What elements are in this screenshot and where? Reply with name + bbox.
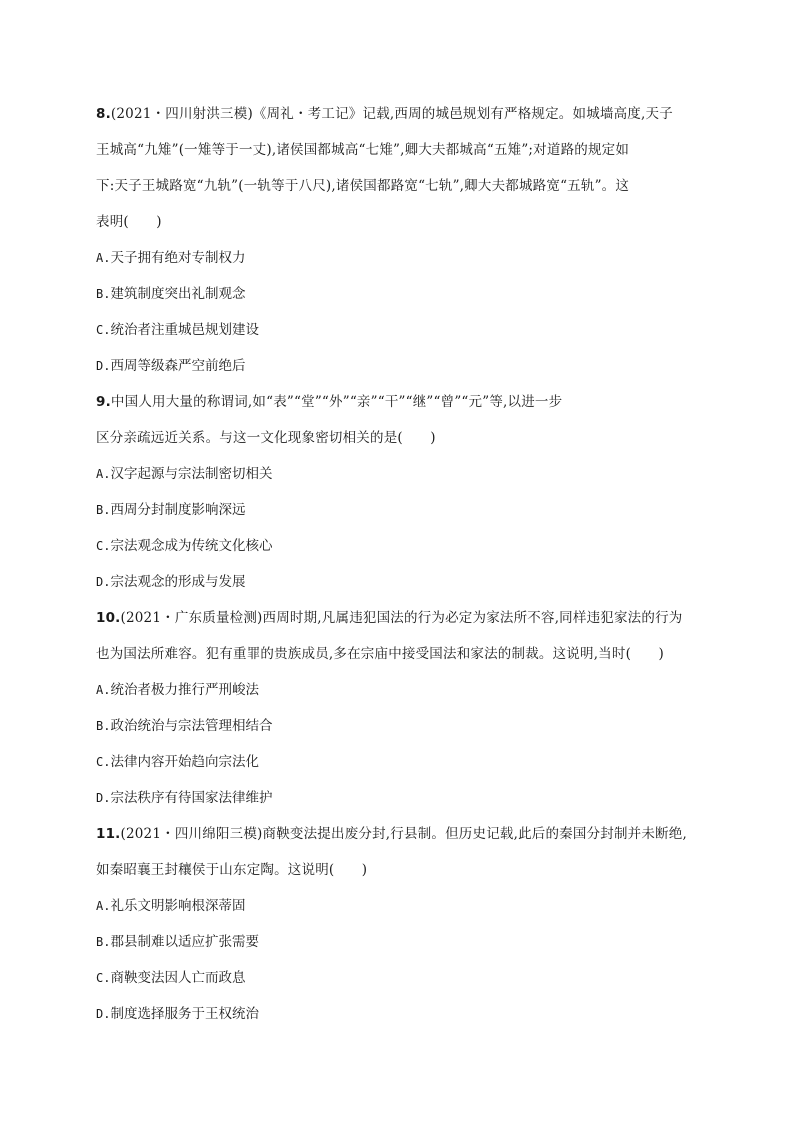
option-d[interactable]: D.宗法观念的形成与发展	[96, 574, 246, 590]
question-stem-line: 11.(2021・四川绵阳三模)商鞅变法提出废分封,行县制。但历史记载,此后的秦国分封制并未断绝,	[96, 826, 687, 842]
option-c[interactable]: C.宗法观念成为传统文化核心	[96, 538, 273, 554]
question-number: 8.	[96, 106, 111, 122]
option-d[interactable]: D.宗法秩序有待国家法律维护	[96, 790, 273, 806]
option-d[interactable]: D.制度选择服务于王权统治	[96, 1006, 259, 1022]
option-a[interactable]: A.汉字起源与宗法制密切相关	[96, 466, 273, 482]
question-number: 10.	[96, 610, 121, 626]
option-c[interactable]: C.法律内容开始趋向宗法化	[96, 754, 259, 770]
question-stem-line: 下:天子王城路宽“九轨”(一轨等于八尺),诸侯国都路宽“七轨”,卿大夫都城路宽“五轨”。这	[96, 178, 630, 194]
question-stem-line: 区分亲疏远近关系。与这一文化现象密切相关的是( )	[96, 430, 436, 446]
question-number: 11.	[96, 826, 121, 842]
question-stem-line: 也为国法所难容。犯有重罪的贵族成员,多在宗庙中接受国法和家法的制裁。这说明,当时( )	[96, 646, 664, 662]
option-a[interactable]: A.统治者极力推行严刑峻法	[96, 682, 259, 698]
option-a[interactable]: A.礼乐文明影响根深蒂固	[96, 898, 246, 914]
option-c[interactable]: C.商鞅变法因人亡而政息	[96, 970, 246, 986]
option-b[interactable]: B.建筑制度突出礼制观念	[96, 286, 246, 302]
option-b[interactable]: B.郡县制难以适应扩张需要	[96, 934, 259, 950]
option-c[interactable]: C.统治者注重城邑规划建设	[96, 322, 259, 338]
option-a[interactable]: A.天子拥有绝对专制权力	[96, 250, 246, 266]
question-stem-line: 9.中国人用大量的称谓词,如“表”“堂”“外”“亲”“干”“继”“曾”“元”等,以进一步	[96, 394, 563, 410]
question-number: 9.	[96, 394, 111, 410]
option-d[interactable]: D.西周等级森严空前绝后	[96, 358, 246, 374]
question-stem-line: 表明( )	[96, 214, 162, 230]
question-stem-line: 8.(2021・四川射洪三模)《周礼・考工记》记载,西周的城邑规划有严格规定。如城墙高度,天子	[96, 106, 673, 122]
question-stem-line: 如秦昭襄王封穰侯于山东定陶。这说明( )	[96, 862, 368, 878]
question-stem-line: 王城高“九雉”(一雉等于一丈),诸侯国都城高“七雉”,卿大夫都城高“五雉”;对道路的规定如	[96, 142, 630, 158]
question-9	[96, 384, 706, 600]
option-b[interactable]: B.西周分封制度影响深远	[96, 502, 246, 518]
question-stem-line: 10.(2021・广东质量检测)西周时期,凡属违犯国法的行为必定为家法所不容,同样违犯家法的行为	[96, 610, 683, 626]
option-b[interactable]: B.政治统治与宗法管理相结合	[96, 718, 273, 734]
question-11	[96, 816, 706, 1032]
question-8	[96, 96, 706, 384]
question-10	[96, 600, 706, 816]
